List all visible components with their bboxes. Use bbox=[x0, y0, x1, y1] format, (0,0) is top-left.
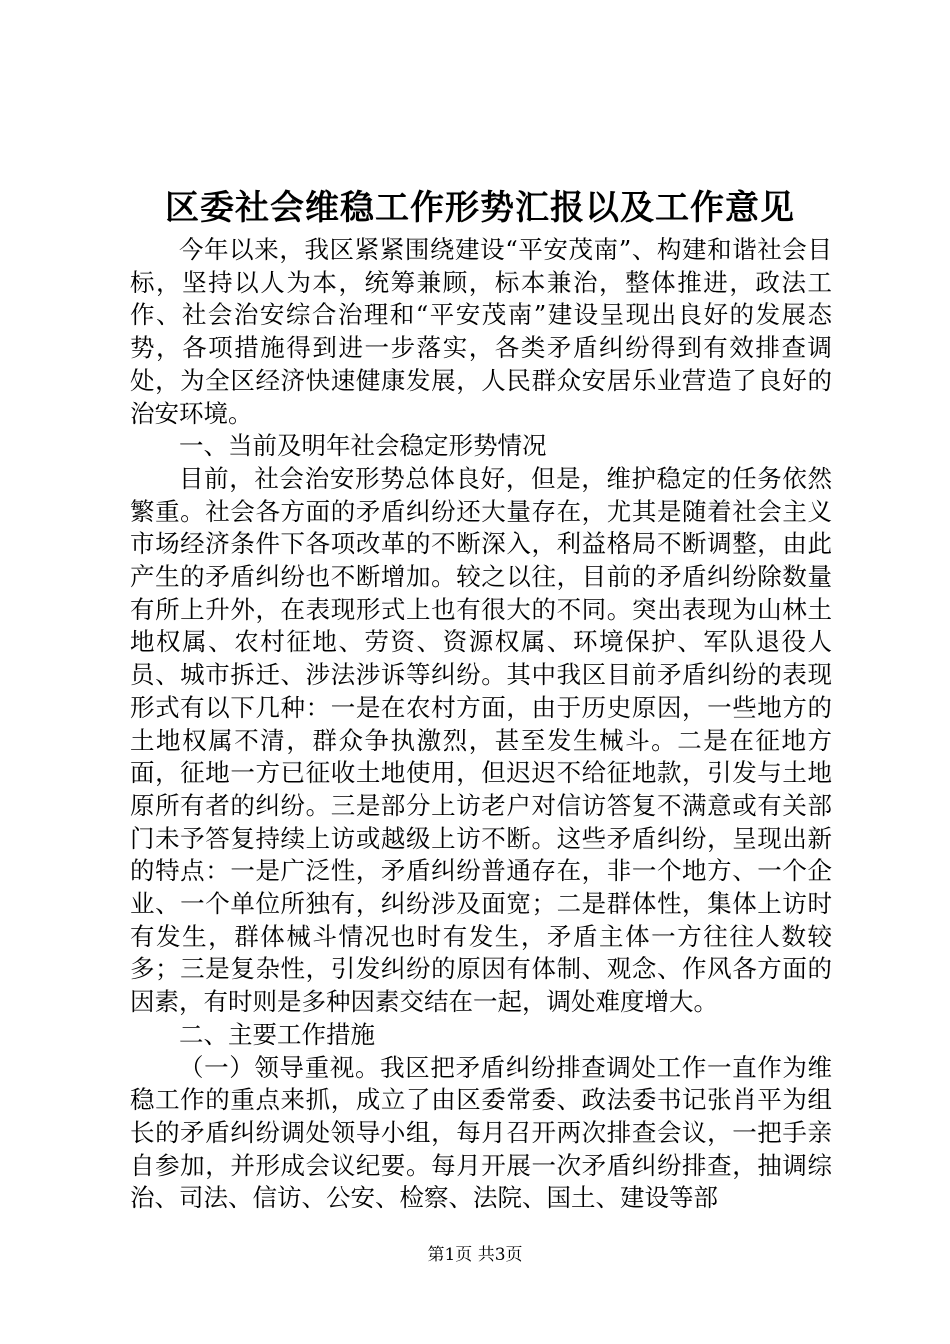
situation-paragraph: 目前，社会治安形势总体良好，但是，维护稳定的任务依然繁重。社会各方面的矛盾纠纷还大量存在，尤其是随着社会主义市场经济条件下各项改革的不断深入，利益格局不断调整，由此产生的矛盾纠纷也不断增加。较之以往，目前的矛盾纠纷除数量有所上升外，在表现形式上也有很大的不同。突出表现为山林土地权属、农村征地、劳资、资源权属、环境保护、军队退役人员、城市拆迁、涉法涉诉等纠纷。其中我区目前矛盾纠纷的表现形式有以下几种：一是在农村方面，由于历史原因，一些地方的土地权属不清，群众争执激烈，甚至发生械斗。二是在征地方面，征地一方已征收土地使用，但迟迟不给征地款，引发与土地原所有者的纠纷。三是部分上访老户对信访答复不满意或有关部门未予答复持续上访或越级上访不断。这些矛盾纠纷，呈现出新的特点：一是广泛性，矛盾纠纷普通存在，非一个地方、一个企业、一个单位所独有，纠纷涉及面宽；二是群体性，集体上访时有发生，群体械斗情况也时有发生，矛盾主体一方往往人数较多；三是复杂性，引发纠纷的原因有体制、观念、作风各方面的因素，有时则是多种因素交结在一起，调处难度增大。 bbox=[130, 463, 832, 1017]
section-heading-2: 二、主要工作措施 bbox=[179, 1019, 375, 1049]
intro-paragraph: 今年以来，我区紧紧围绕建设“平安茂南”、构建和谐社会目标，坚持以人为本，统筹兼顾，标本兼治，整体推进，政法工作、社会治安综合治理和“平安茂南”建设呈现出良好的发展态势，各项措施得到进一步落实，各类矛盾纠纷得到有效排查调处，为全区经济快速健康发展，人民群众安居乐业营造了良好的治安环境。 bbox=[130, 235, 832, 428]
page-number: 第1页 共3页 bbox=[427, 1245, 523, 1265]
section-heading-1: 一、当前及明年社会稳定形势情况 bbox=[179, 431, 547, 461]
document-body bbox=[130, 234, 832, 1215]
measures-paragraph: （一）领导重视。我区把矛盾纠纷排查调处工作一直作为维稳工作的重点来抓，成立了由区委常委、政法委书记张肖平为组长的矛盾纠纷调处领导小组，每月召开两次排查会议，一把手亲自参加，并形成会议纪要。每月开展一次矛盾纠纷排查，抽调综治、司法、信访、公安、检察、法院、国土、建设等部 bbox=[130, 1052, 832, 1213]
document-title: 区委社会维稳工作形势汇报以及工作意见 bbox=[165, 188, 795, 228]
